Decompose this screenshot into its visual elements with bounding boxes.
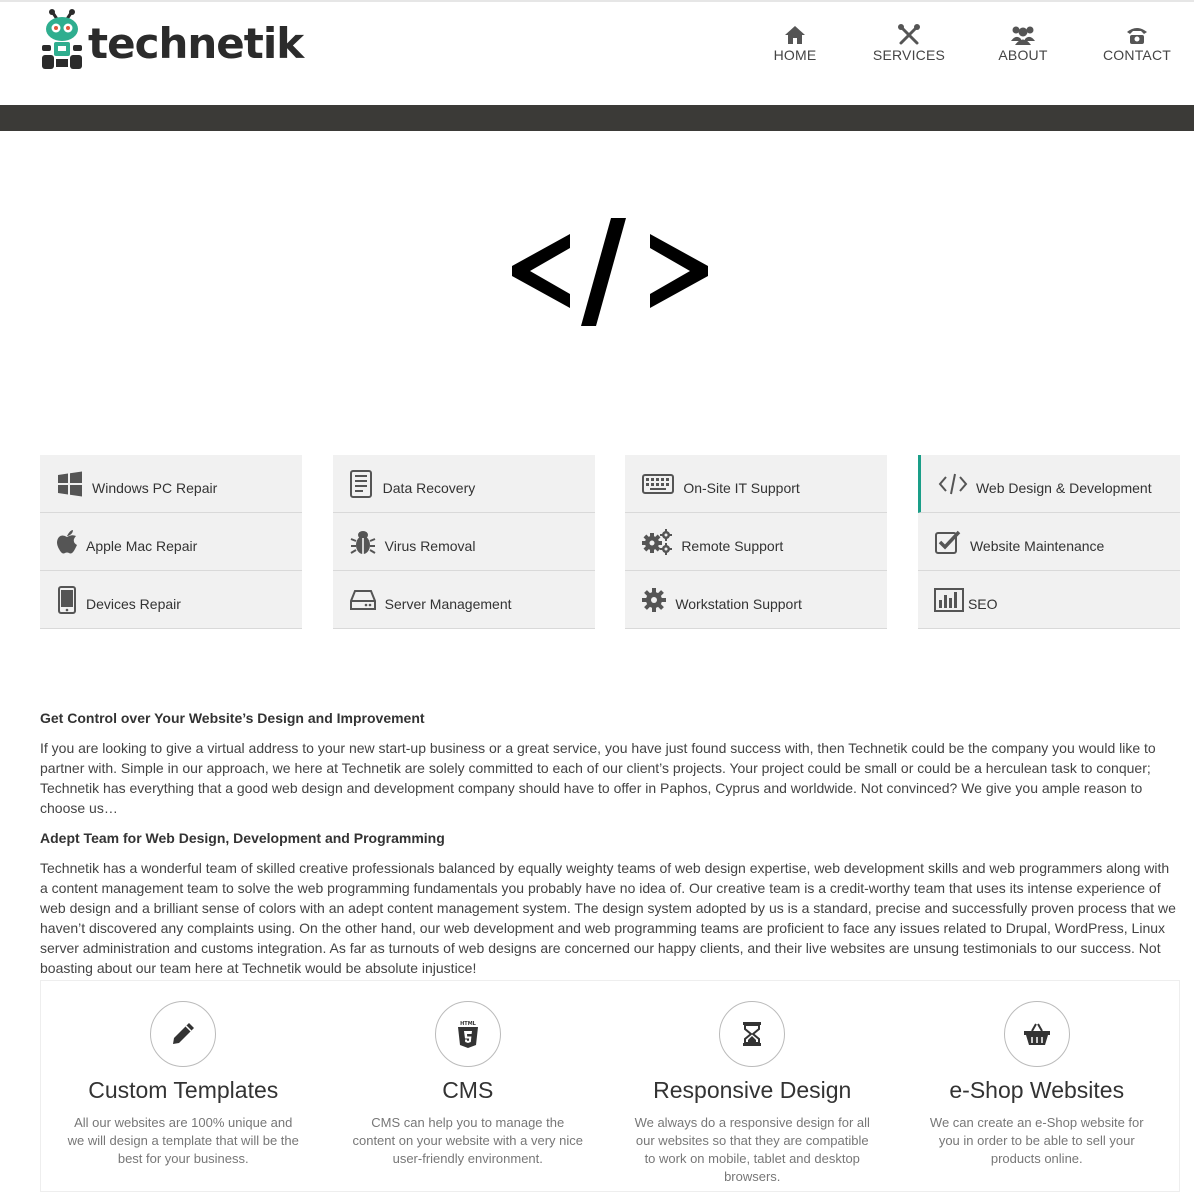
service-label: Apple Mac Repair bbox=[86, 537, 198, 554]
service-data-recovery[interactable] bbox=[333, 455, 595, 513]
brand-name: technetik bbox=[88, 18, 304, 68]
service-label: Website Maintenance bbox=[969, 537, 1105, 554]
feature-title: CMS bbox=[442, 1077, 494, 1103]
service-label: Devices Repair bbox=[86, 595, 181, 612]
services-grid bbox=[40, 455, 1180, 629]
feature-description: We can create an e-Shop website for you in order to be able to sell your products online. bbox=[929, 1115, 1144, 1166]
document-icon bbox=[349, 470, 375, 498]
windows-icon bbox=[56, 470, 84, 498]
service-web-design-development[interactable] bbox=[918, 455, 1180, 513]
section-heading: Adept Team for Web Design, Development and Programming bbox=[40, 830, 445, 846]
html5-icon bbox=[435, 1001, 501, 1067]
service-website-maintenance[interactable] bbox=[918, 513, 1180, 571]
service-label: Windows PC Repair bbox=[92, 479, 218, 496]
feature-title: e-Shop Websites bbox=[949, 1077, 1125, 1103]
feature-description: All our websites are 100% unique and we will design a template that will be the best for your business. bbox=[67, 1115, 299, 1166]
apple-icon bbox=[56, 528, 78, 556]
service-on-site-it-support[interactable] bbox=[625, 455, 887, 513]
service-seo[interactable] bbox=[918, 571, 1180, 629]
service-workstation-support[interactable] bbox=[625, 571, 887, 629]
checkbox-icon bbox=[934, 528, 962, 556]
pencil-icon bbox=[150, 1001, 216, 1067]
main-content bbox=[40, 708, 1180, 988]
services-column bbox=[625, 455, 887, 629]
feature-custom-templates bbox=[41, 981, 326, 1191]
site-logo[interactable] bbox=[40, 8, 303, 72]
main-nav bbox=[738, 24, 1194, 63]
service-label: On-Site IT Support bbox=[683, 479, 800, 496]
mobile-icon bbox=[56, 586, 78, 614]
nav-services[interactable] bbox=[852, 24, 966, 63]
service-label: Workstation Support bbox=[675, 595, 802, 612]
feature-description: CMS can help you to manage the content on your website with a very nice user-friendly environment. bbox=[352, 1115, 583, 1166]
nav-home-label: HOME bbox=[773, 47, 817, 63]
nav-about[interactable] bbox=[966, 24, 1080, 63]
nav-contact[interactable] bbox=[1080, 24, 1194, 63]
section-paragraph: Technetik has a wonderful team of skilled creative professionals balanced by equally weighty teams of web design expertise, web development skills and web programmers along with a content management team to solve the web programming fundamentals you probably have no idea of. Our creative team is a credit-worthy team that uses its intense experience of web design and a brilliant sense of colors with an adept content management system. The design system adopted by us is a standard, precise and successfully proven process that we haven’t discovered any complaints using. On the other hand, our web development and web programming teams are proficient to face any issues related to Drupal, WordPress, Linux server administration and customs integration. As far as turnouts of web designs are concerned our happy clients, and their live websites are unsung testimonials to our success. Not boasting about our team here at Technetik would be absolute injustice! bbox=[40, 860, 1176, 976]
service-label: Data Recovery bbox=[382, 479, 476, 496]
service-virus-removal[interactable] bbox=[333, 513, 595, 571]
hdd-icon bbox=[349, 586, 377, 614]
section-heading: Get Control over Your Website’s Design and Improvement bbox=[40, 710, 425, 726]
service-label: Remote Support bbox=[681, 537, 784, 554]
service-label: Web Design & Development bbox=[975, 479, 1152, 496]
feature-title: Responsive Design bbox=[653, 1077, 852, 1103]
basket-icon bbox=[1004, 1001, 1070, 1067]
nav-services-label: SERVICES bbox=[872, 47, 946, 63]
header-bar bbox=[0, 105, 1194, 131]
service-windows-pc-repair[interactable] bbox=[40, 455, 302, 513]
bug-icon bbox=[349, 528, 377, 556]
service-devices-repair[interactable] bbox=[40, 571, 302, 629]
nav-home[interactable] bbox=[738, 24, 852, 63]
feature-description: We always do a responsive design for all our websites so that they are compatible to work on mobile, tablet and desktop browsers. bbox=[634, 1115, 870, 1184]
nav-about-label: ABOUT bbox=[998, 47, 1048, 63]
svg-text:HTML: HTML bbox=[459, 1021, 476, 1027]
gear-icon bbox=[641, 586, 667, 614]
service-apple-mac-repair[interactable] bbox=[40, 513, 302, 571]
feature-responsive-design bbox=[610, 981, 895, 1191]
service-label: Server Management bbox=[384, 595, 512, 612]
phone-icon bbox=[1125, 24, 1149, 46]
nav-contact-label: CONTACT bbox=[1102, 47, 1172, 63]
home-icon bbox=[783, 24, 807, 46]
code-icon bbox=[508, 216, 712, 333]
service-remote-support[interactable] bbox=[625, 513, 887, 571]
service-label: SEO bbox=[967, 595, 998, 612]
services-column bbox=[40, 455, 302, 629]
services-column bbox=[333, 455, 595, 629]
keyboard-icon bbox=[641, 470, 675, 498]
services-column bbox=[918, 455, 1180, 629]
features-row bbox=[40, 980, 1180, 1192]
tools-icon bbox=[897, 24, 921, 46]
section-paragraph: If you are looking to give a virtual address to your new start-up business or a great service, you have just found success with, then Technetik could be the company you would like to partner with. Simple in our approach, we here at Technetik are solely committed to each of our client’s projects. Your project could be small or could be a herculean task to conquer; Technetik has everything that a good web design and development company should have to offer in Paphos, Cyprus and worldwide. Not convinced? We give you ample reason to choose us… bbox=[40, 740, 1156, 816]
code-icon bbox=[938, 470, 968, 498]
service-label: Virus Removal bbox=[384, 537, 476, 554]
bar-chart-icon bbox=[934, 586, 964, 614]
robot-logo-icon bbox=[40, 9, 84, 71]
hourglass-icon bbox=[719, 1001, 785, 1067]
feature-eshop-websites bbox=[895, 981, 1180, 1191]
top-border bbox=[0, 0, 1194, 2]
service-server-management[interactable] bbox=[333, 571, 595, 629]
feature-title: Custom Templates bbox=[88, 1077, 279, 1103]
feature-cms bbox=[326, 981, 611, 1191]
users-icon bbox=[1010, 24, 1036, 46]
gears-icon bbox=[641, 528, 673, 556]
